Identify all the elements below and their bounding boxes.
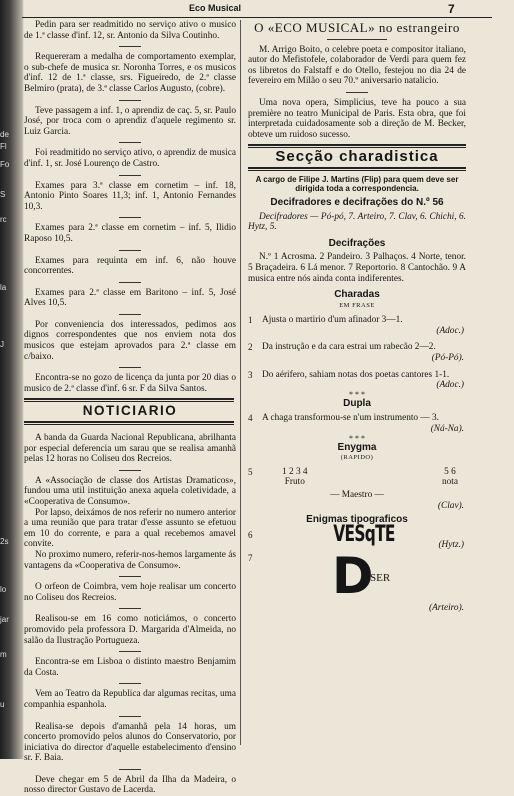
stars-divider: * * *: [349, 433, 365, 443]
section-rule: [248, 167, 466, 171]
separator: [119, 100, 141, 101]
enigma-word: Fruto: [284, 477, 305, 488]
paragraph: Exames para 3.ª classe em cornetim – inf. 18, Antonio Pinto Soares 11,3; inf. 1, Antonio Fernandes 10,3.: [24, 180, 236, 212]
section-rule: [24, 398, 234, 402]
paragraph: Encontra-se no gozo de licença da junta por 20 dias o musico de 2.ª classe d'inf. 6 sr. F da Silva Santos.: [24, 373, 236, 394]
enigma-numbers: 5 6: [444, 466, 456, 477]
decifradores-heading: Decifradores e decifrações do N.º 56: [270, 196, 444, 208]
bleed-text: m: [0, 650, 7, 659]
charada-author: (Arteiro).: [428, 602, 464, 613]
decifracoes-list: N.º 1 Acrosma. 2 Pandeiro. 3 Palhaços. 4 Norte, tenor. 5 Braçadeira. 6 Lá menor. 7 Reportorio. 8 Cantochão. 9 A musica entre nós ainda conta indiferentes.: [248, 252, 466, 284]
charada-1: 1 Ajusta o martirio d'um afinador 3—1.: [248, 315, 403, 326]
bleed-text: J: [0, 340, 4, 349]
paragraph: Requereram a medalha de comportamento exemplar, o sub-chefe de musica sr. Noronha Torres, e os musicos d'inf. 12 de 1.ª classe, srs. Figueiredo, de 2.ª classe Belmiro (prata), de 3.ª classe Carlos Augusto, (cobre).: [24, 52, 236, 94]
bleed-text: de: [0, 130, 9, 139]
right-column: [248, 20, 466, 614]
left-column: [24, 20, 236, 796]
charada-author: (Adoc.): [436, 325, 464, 336]
separator: [119, 576, 141, 577]
decifradores-list: Decifradores — Pó-pó, 7. Arteiro, 7. Clav, 6. Chichi, 6. Hytz, 5.: [248, 211, 466, 233]
running-header-title: Eco Musical: [189, 3, 242, 13]
separator: [119, 651, 141, 652]
enigma-word: nota: [441, 477, 458, 488]
page-number: 7: [448, 2, 455, 16]
separator: [119, 716, 141, 717]
paragraph: Pedin para ser readmitido no serviço ativo o musico de 1.ª classe d'inf. 12, sr. Antonio da Silva Coutinho.: [24, 20, 236, 41]
paragraph: Foi readmitido no serviço ativo, o aprendiz de musica d'inf. 1, sr. José Lourenço de Castro.: [24, 148, 236, 169]
paragraph: Por conveniencia dos interessados, pedimos aos dignos correspondentes que nos enviem nota dos musicos que estejam aprovados para 2.ª classe em c/baixo.: [24, 319, 236, 362]
separator: [119, 608, 141, 609]
bleed-text: jar: [0, 615, 9, 624]
paragraph: Exames para requinta em inf. 6, não houve concorrentes.: [24, 255, 236, 277]
separator: [119, 250, 141, 251]
news-item: Realisa-se depois d'amanhã pela 14 horas, um concerto promovido pelos alunos do Conservatorio, por iniciativa do director d'aquelle estabelecimento d'ensino sr. F. Baia.: [24, 721, 236, 764]
enigmas-tipograficos-heading: Enigmas tipograficos: [306, 514, 408, 526]
separator: [346, 92, 368, 93]
enigma-word: SER: [370, 571, 391, 584]
paragraph: Exames para 2.ª classe em cornetim – inf. 5, Ilidio Raposo 10,5.: [24, 223, 236, 244]
news-item: Por lapso, deixámos de nos referir no numero anterior a uma reunião que para tratar d'esse assunto se efetuou em 10 do corrente, e para a qual recebemos amavel convite.: [24, 507, 236, 550]
paragraph: M. Arrigo Boito, o celebre poeta e compositor italiano, autor do Mefistofele, colaborador de Verdi para quem fez os libretos do Falstaff e do Otello, festejou no dia 24 de fevereiro em Milão o seu 70.º aniversario natalicio.: [248, 44, 466, 87]
bleed-text: Fl: [0, 142, 7, 151]
charada-3: 3 Do aérifero, sahiam notas dos poetas cantores 1-1.: [248, 369, 450, 380]
news-item: A «Associação de classe dos Artistas Dramaticos», fundou uma util instituição anexa aquela coletividade, a «Cooperativa de Consumo».: [24, 475, 236, 507]
separator: [119, 175, 141, 176]
paragraph: Teve passagem a inf. 1, o aprendiz de caç. 5, sr. Paulo José, por troca com o aprendiz d'aquele regimento sr. Luiz Garcia.: [24, 105, 236, 137]
bleed-text: la: [0, 283, 7, 292]
news-item: A banda da Guarda Nacional Republicana, abrilhanta por especial deferencia um sarau que se realisa amanhã pelas 12 horas no Coliseu dos Recreios.: [24, 433, 236, 465]
charada-author: (Pó-Pó).: [431, 353, 464, 364]
typographic-enigma: VESqTE: [333, 521, 395, 547]
stars-divider: * * *: [349, 389, 365, 399]
enigma-5: 5 1 2 3 4 Fruto 5 6 nota: [248, 466, 458, 488]
separator: [119, 683, 141, 684]
em-frase-label: EM FRASE: [339, 301, 375, 309]
bleed-text: u: [0, 700, 5, 709]
bleed-text: lo: [0, 585, 7, 594]
separator: [119, 46, 141, 47]
news-item: Encontra-se em Lisboa o distinto maestro Benjamim da Costa.: [24, 657, 236, 678]
page-edge-shadow: [0, 0, 24, 759]
paragraph: Exames para 2.ª classe em Baritono – inf. 5, José Alves 10,5.: [24, 287, 236, 309]
separator: [119, 142, 141, 143]
separator: [119, 769, 141, 770]
charada-4: 4 A chaga transformou-se n'um instrumento — 3.: [248, 413, 439, 424]
charada-author: (Clav).: [437, 500, 464, 511]
separator: [327, 39, 387, 40]
column-rule: [240, 20, 241, 745]
enigma-word: — Maestro —: [330, 490, 384, 500]
big-letter: D: [332, 546, 374, 605]
bleed-text: Fo: [0, 160, 10, 169]
editor-note: A cargo de Filipe J. Martins (Flip) para quem deve ser dirigida toda a correspondencia.: [255, 174, 459, 194]
charadistica-heading: Secção charadistica: [275, 148, 439, 166]
separator: [119, 217, 141, 218]
header-rule: [22, 17, 492, 18]
news-item: No proximo numero, referir-nos-hemos largamente ás vantagens da «Cooperativa de Consumo».: [24, 549, 236, 571]
separator: [119, 282, 141, 283]
charadas-heading: Charadas: [334, 289, 380, 301]
charada-author: (Ná-Na).: [430, 424, 464, 435]
section-rule: [24, 421, 234, 425]
bleed-text: S: [0, 190, 6, 199]
separator: [119, 470, 141, 471]
bleed-text: 2s: [0, 537, 9, 546]
charada-author: (Adoc.): [436, 380, 464, 391]
enigma-numbers: 1 2 3 4: [282, 466, 308, 477]
news-item: Realisou-se em 16 como noticiámos, o concerto promovido pela professora D. Margarida d'Almeida, no salão da Ilustração Portugueza.: [24, 614, 236, 646]
separator: [119, 314, 141, 315]
charada-author: (Hytz.): [438, 540, 464, 551]
news-item: Deve chegar em 5 de Abril da Ilha da Madeira, o nosso director Gustavo de Lacerda.: [24, 774, 236, 796]
news-item: O orfeon de Coimbra, vem hoje realisar um concerto no Coliseu dos Recreios.: [24, 582, 236, 603]
noticiario-heading: NOTICIARIO: [82, 403, 178, 419]
enigma-7: 7 D SER: [248, 546, 391, 605]
decifracoes-heading: Decifrações: [328, 237, 386, 249]
charada-2: 2 Da instrução e da cara estrai um rabecão 2—2.: [248, 342, 436, 353]
foreign-news-heading: O «ECO MUSICAL» no estrangeiro: [254, 20, 460, 35]
paragraph: Uma nova opera, Simplicius, teve ha pouco a sua première no teatro Municipal de Paris. Esta obra, que foi interpretada cuidadosamente sob a direção de M. Becker, obteve um ruidoso sucesso.: [248, 97, 466, 140]
separator: [119, 367, 141, 368]
enigma-6: 6 VESqTE: [248, 530, 466, 541]
enygma-heading: Enygma: [337, 441, 377, 453]
bleed-text: rc: [0, 215, 7, 224]
dupla-heading: Dupla: [343, 397, 371, 409]
rapido-label: (RAPIDO): [340, 454, 374, 462]
news-item: Vem ao Teatro da Republica dar algumas recitas, uma companhia espanhola.: [24, 689, 236, 710]
